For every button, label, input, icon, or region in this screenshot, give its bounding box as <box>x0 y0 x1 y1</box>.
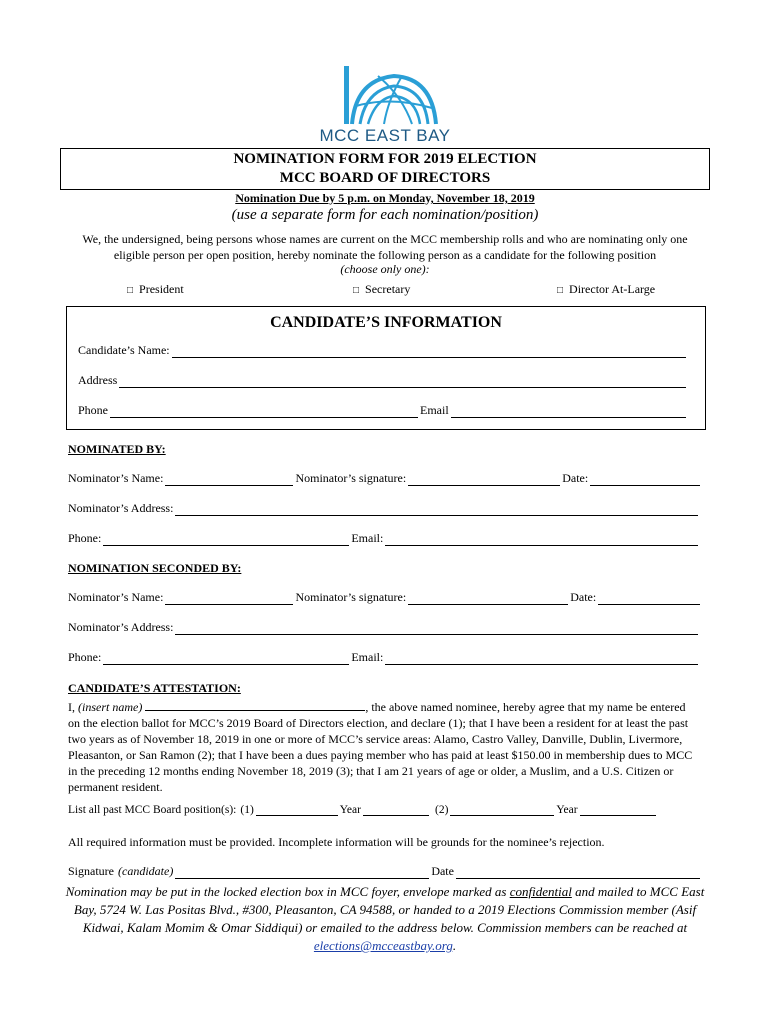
signature-date-label: Date <box>431 864 454 878</box>
seconder-date-label: Date: <box>570 590 597 604</box>
past-position-2-field[interactable] <box>450 805 554 816</box>
attestation-text: I, (insert name) , the above named nominee, hereby agree that my name be entered on the election ballot for MCC’s 2019 Board of Directors election, and declare (1); that I have been a resident for at least the past two years as of November 18, 2019 in one or more of MCC’s service areas: Alamo, Castro Valley, Danville, Dublin, Livermore, Pleasanton, or San Ramon (2); that I have been a dues paying member who has paid at least $150.00 in membership dues to MCC in the preceding 12 months ending November 18, 2019 (3); that I am 21 years of age or older, a Muslim, and a U.S. Citizen or permanent resident. <box>68 700 693 794</box>
nominator-email-field[interactable] <box>385 535 698 546</box>
signature-label: Signature <box>68 864 114 878</box>
checkbox-icon[interactable]: □ <box>353 285 360 296</box>
candidate-name-label: Candidate’s Name: <box>78 343 170 357</box>
confidential-text: confidential <box>509 884 572 899</box>
seconder-signature-field[interactable] <box>408 594 568 605</box>
candidate-phone-field[interactable] <box>110 407 418 418</box>
candidate-address-field[interactable] <box>119 377 686 388</box>
seconder-phone-label: Phone: <box>68 650 102 664</box>
form-title: NOMINATION FORM FOR 2019 ELECTION <box>233 151 537 167</box>
nominator-address-row <box>68 501 700 516</box>
elections-email-link[interactable]: elections@mcceastbay.org <box>313 938 453 953</box>
nominator-phone-label: Phone: <box>68 531 102 545</box>
closing-instructions: Nomination may be put in the locked election box in MCC foyer, envelope marked as confidential and mailed to MCC East Bay, 5724 W. Las Positas Blvd., #300, Pleasanton, CA 94588, or handed to a 2019 Elections Commission member (Asif Kidwai, Kalam Momim & Omar Siddiqui) or emailed to the address below. Commission members can be reached at elections@mcceastbay.org. <box>65 884 705 953</box>
signature-row: Signature (candidate) Date <box>68 864 702 879</box>
nominator-address-label: Nominator’s Address: <box>68 501 174 515</box>
nominator-name-field[interactable] <box>165 475 293 486</box>
seconder-name-field[interactable] <box>165 594 293 605</box>
nominator-phone-field[interactable] <box>103 535 349 546</box>
nominator-address-field[interactable] <box>175 505 698 516</box>
checkbox-icon[interactable]: □ <box>127 285 134 296</box>
seconder-email-field[interactable] <box>385 654 698 665</box>
candidate-phone-label: Phone <box>78 403 108 417</box>
insert-name-field[interactable] <box>145 700 365 711</box>
intro-text: We, the undersigned, being persons whose names are current on the MCC membership rolls and who are nominating only one eligible person per open position, hereby nominate the following person as a candidate for the following position <box>82 232 688 262</box>
nominator-name-label: Nominator’s Name: <box>68 471 164 485</box>
nominator-signature-field[interactable] <box>408 475 560 486</box>
candidate-email-label: Email <box>420 403 449 417</box>
seconder-address-field[interactable] <box>175 624 698 635</box>
signature-field[interactable] <box>175 868 429 879</box>
candidate-address-label: Address <box>78 373 118 387</box>
form-subtitle: MCC BOARD OF DIRECTORS <box>279 170 491 186</box>
signature-date-field[interactable] <box>456 868 700 879</box>
nominator-row <box>68 471 702 486</box>
nominator-email-label: Email: <box>351 531 384 545</box>
choose-note: (choose only one): <box>340 262 430 276</box>
option-secretary[interactable]: □ Secretary <box>353 282 411 296</box>
seconder-address-label: Nominator’s Address: <box>68 620 174 634</box>
dome-logo-icon <box>332 66 442 128</box>
nominated-by-title: NOMINATED BY: <box>68 442 166 456</box>
seconder-contact-row <box>68 650 700 665</box>
nominator-date-label: Date: <box>562 471 589 485</box>
nominator-signature-label: Nominator’s signature: <box>295 471 407 485</box>
candidate-email-field[interactable] <box>451 407 686 418</box>
option-director-at-large[interactable]: □ Director At-Large <box>557 282 656 296</box>
candidate-contact-row <box>78 403 688 418</box>
nominator-contact-row <box>68 531 700 546</box>
seconder-signature-label: Nominator’s signature: <box>295 590 407 604</box>
attestation-title: CANDIDATE’S ATTESTATION: <box>68 681 241 695</box>
separate-form-note: (use a separate form for each nomination/position) <box>231 207 539 223</box>
due-date: Nomination Due by 5 p.m. on Monday, November 18, 2019 <box>235 191 535 205</box>
candidate-name-row <box>78 343 688 358</box>
seconder-phone-field[interactable] <box>103 654 349 665</box>
past-year-1-field[interactable] <box>363 805 429 816</box>
seconder-name-label: Nominator’s Name: <box>68 590 164 604</box>
seconder-row <box>68 590 702 605</box>
past-positions-label: List all past MCC Board position(s): <box>68 804 237 816</box>
candidate-info-title: CANDIDATE’S INFORMATION <box>270 314 502 331</box>
past-year-2-field[interactable] <box>580 805 656 816</box>
seconded-by-title: NOMINATION SECONDED BY: <box>68 561 242 575</box>
seconder-address-row <box>68 620 700 635</box>
past-position-1-field[interactable] <box>256 805 338 816</box>
required-note: All required information must be provided. Incomplete information will be grounds for the nominee’s rejection. <box>68 835 605 849</box>
nominator-date-field[interactable] <box>590 475 700 486</box>
option-president[interactable]: □ President <box>127 282 184 296</box>
checkbox-icon[interactable]: □ <box>557 285 564 296</box>
seconder-date-field[interactable] <box>598 594 700 605</box>
logo-text: MCC EAST BAY <box>319 126 451 145</box>
candidate-address-row <box>78 373 688 388</box>
seconder-email-label: Email: <box>351 650 384 664</box>
candidate-name-field[interactable] <box>172 347 686 358</box>
insert-name-label: (insert name) <box>78 700 143 714</box>
past-positions-row: List all past MCC Board position(s): (1) Year (2) Year <box>68 804 658 816</box>
